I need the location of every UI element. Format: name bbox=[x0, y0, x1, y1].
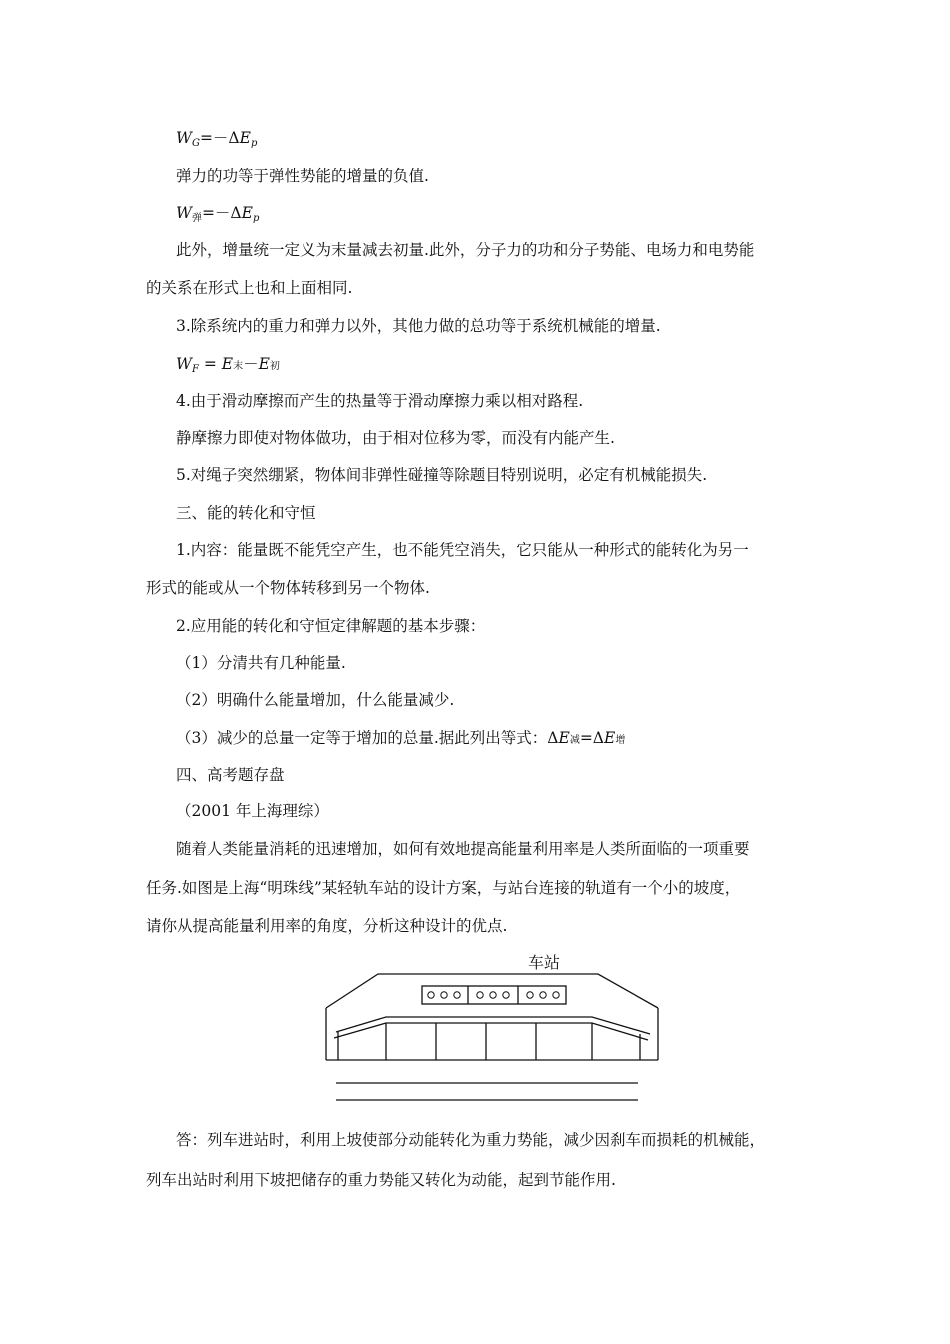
step3-e2: E bbox=[604, 729, 616, 747]
section-heading-3: 三、能的转化和守恒 bbox=[176, 504, 316, 522]
station-label: 车站 bbox=[528, 955, 561, 972]
step3-sub1: 减 bbox=[569, 735, 580, 746]
paragraph-question-line3: 请你从提高能量利用率的角度，分析这种设计的优点. bbox=[146, 917, 508, 935]
formula-wt-w-sub: 弹 bbox=[191, 213, 202, 224]
station-platform-edge-lower bbox=[334, 1023, 648, 1040]
window-7 bbox=[527, 992, 533, 998]
section-heading-4: 四、高考题存盘 bbox=[176, 766, 285, 784]
window-2 bbox=[441, 992, 447, 998]
paragraph-steps: 2.应用能的转化和守恒定律解题的基本步骤： bbox=[176, 617, 486, 635]
formula-wt-mid: =－Δ bbox=[201, 204, 242, 222]
formula-wg bbox=[176, 128, 257, 151]
formula-wt-w: W bbox=[176, 204, 192, 222]
formula-wf-e2-sub: 初 bbox=[269, 361, 280, 372]
formula-wg-e-sub: p bbox=[250, 138, 258, 149]
train-board bbox=[422, 986, 566, 1004]
formula-wf bbox=[176, 354, 280, 377]
station-platform-edge bbox=[336, 1017, 650, 1034]
paragraph-static-friction: 静摩擦力即使对物体做功，由于相对位移为零，而没有内能产生. bbox=[176, 429, 615, 447]
paragraph-elastic: 弹力的功等于弹性势能的增量的负值. bbox=[176, 167, 429, 185]
formula-wg-e: E bbox=[239, 129, 251, 147]
formula-wt-e-sub: p bbox=[252, 213, 260, 224]
formula-wg-w-sub: G bbox=[191, 138, 200, 149]
station-figure bbox=[318, 948, 663, 1108]
paragraph-item5: 5.对绳子突然绷紧，物体间非弹性碰撞等除题目特别说明，必定有机械能损失. bbox=[176, 466, 708, 484]
paragraph-question-line2: 任务.如图是上海“明珠线”某轻轨车站的设计方案，与站台连接的轨道有一个小的坡度， bbox=[146, 879, 741, 897]
window-6 bbox=[503, 992, 509, 998]
formula-wf-e1: E bbox=[221, 355, 234, 373]
formula-wf-w-sub: F bbox=[191, 364, 199, 375]
paragraph-source: （2001 年上海理综） bbox=[176, 802, 329, 820]
window-3 bbox=[454, 992, 460, 998]
paragraph-besides-line2: 的关系在形式上也和上面相同. bbox=[146, 279, 353, 297]
step3-text: （3）减少的总量一定等于增加的总量.据此列出等式：Δ bbox=[176, 729, 559, 747]
formula-wf-eq: = bbox=[198, 355, 222, 373]
formula-wf-e2: E bbox=[258, 355, 270, 373]
formula-wt bbox=[176, 203, 259, 226]
window-4 bbox=[477, 992, 483, 998]
paragraph-step3 bbox=[176, 728, 625, 751]
station-roof-outline bbox=[326, 974, 658, 1008]
paragraph-besides-line1: 此外，增量统一定义为末量减去初量.此外，分子力的功和分子势能、电场力和电势能 bbox=[176, 241, 755, 259]
formula-wf-e1-sub: 末 bbox=[233, 361, 244, 372]
window-9 bbox=[553, 992, 559, 998]
formula-wg-w: W bbox=[176, 129, 192, 147]
window-5 bbox=[490, 992, 496, 998]
paragraph-content-line2: 形式的能或从一个物体转移到另一个物体. bbox=[146, 579, 430, 597]
step3-eq: =Δ bbox=[579, 729, 604, 747]
formula-wt-e: E bbox=[241, 204, 253, 222]
formula-wf-w: W bbox=[176, 355, 192, 373]
paragraph-answer-line1: 答：列车进站时，利用上坡使部分动能转化为重力势能，减少因刹车而损耗的机械能， bbox=[176, 1131, 766, 1149]
window-1 bbox=[428, 992, 434, 998]
window-8 bbox=[540, 992, 546, 998]
formula-wf-minus: － bbox=[243, 355, 259, 373]
formula-wg-mid: =－Δ bbox=[199, 129, 240, 147]
paragraph-answer-line2: 列车出站时利用下坡把储存的重力势能又转化为动能，起到节能作用. bbox=[146, 1171, 616, 1189]
station-diagram bbox=[318, 948, 663, 1108]
paragraph-content-line1: 1.内容：能量既不能凭空产生，也不能凭空消失，它只能从一种形式的能转化为另一 bbox=[176, 541, 749, 559]
step3-sub2: 增 bbox=[615, 735, 626, 746]
step3-e1: E bbox=[558, 729, 570, 747]
paragraph-item4: 4.由于滑动摩擦而产生的热量等于滑动摩擦力乘以相对路程. bbox=[176, 392, 584, 410]
paragraph-item3: 3.除系统内的重力和弹力以外，其他力做的总功等于系统机械能的增量. bbox=[176, 317, 661, 335]
paragraph-step1: （1）分清共有几种能量. bbox=[176, 654, 346, 672]
paragraph-question-line1: 随着人类能量消耗的迅速增加，如何有效地提高能量利用率是人类所面临的一项重要 bbox=[176, 840, 750, 858]
paragraph-step2: （2）明确什么能量增加，什么能量减少. bbox=[176, 691, 455, 709]
